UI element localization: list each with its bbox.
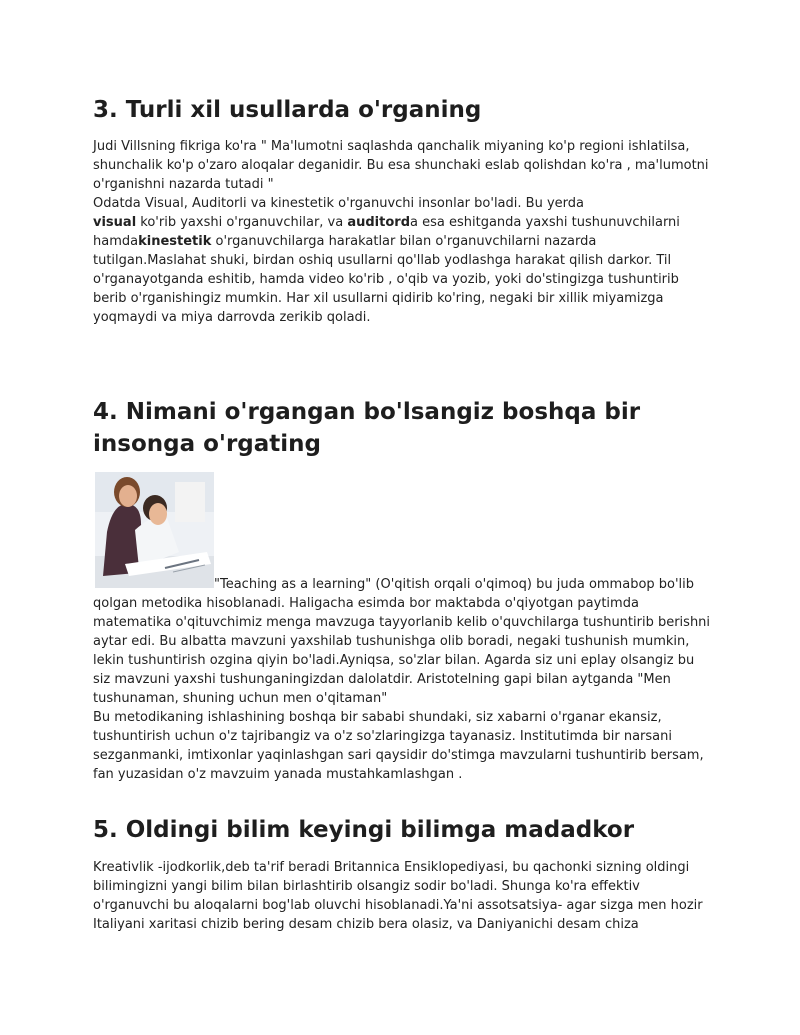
bold-visual: visual [93, 215, 137, 230]
section-4-para-2: Bu metodikaning ishlashining boshqa bir sababi shundaki, siz xabarni o'rganar ekansiz, tushuntirish uchun o'z tajribangiz va o'z so'zlaringizga tayanasiz. Institutimda bir narsani sezganmanki, imtixonlar yaqinlashgan sari qaysidir do'stimga mavzularni tushuntirib bersam, fan yuzasidan o'z mavzuim yanada mustahkamlashgan . [93, 710, 704, 782]
teaching-photo [95, 472, 214, 588]
bold-kinestetik: kinestetik [138, 234, 212, 249]
section-3-heading: 3. Turli xil usullarda o'rganing [93, 97, 482, 123]
section-3-quote: Judi Villsning fikriga ko'ra " Ma'lumotni saqlashda qanchalik miyaning ko'p regioni ishlatilsa, shunchalik ko'p o'zaro aloqalar deganidir. Bu esa shunchaki eslab qolishdan ko'ra , ma'lumotni o'rganishni nazarda tutadi " [93, 139, 709, 192]
section-3-text: Odatda Visual, Auditorli va kinestetik o'rganuvchi insonlar bo'ladi. Bu yerda visual ko'rib yaxshi o'rganuvchilar, va auditorda esa eshitganda yaxshi tushunuvchilarni hamdakinestetik o'rganuvchilarga harakatlar bilan o'rganuvchilarni nazarda tutilgan.Maslahat shuki, birdan oshiq usullarni qo'llab yodlashga harakat qilish darkor. Til o'rganayotganda eshitib, hamda video ko'rib , o'qib va yozib, yoki do'stingizga tushuntirib berib o'rganishingiz mumkin. Har xil usullarni qidirib ko'ring, negaki bir xillik miyamizga yoqmaydi va miya darrovda zerikib qoladi. [93, 196, 680, 325]
section-5-body [93, 858, 713, 934]
section-5-para: Kreativlik -ijodkorlik,deb ta'rif beradi Britannica Ensiklopediyasi, bu qachonki sizning oldingi bilimingizni yangi bilim bilan birlashtirib olsangiz sodir bo'ladi. Shunga ko'ra effektiv o'rganuvchi bu aloqalarni bog'lab oluvchi hisoblanadi.Ya'ni assotsatsiya- agar sizga men hozir Italiyani xaritasi chizib bering desam chizib bera olasiz, va Daniyanichi desam chiza [93, 860, 703, 932]
section-4-heading: 4. Nimani o'rgangan bo'lsangiz boshqa bir insonga o'rgating [93, 399, 641, 457]
section-3-body [93, 137, 713, 327]
section-4-para-1: "Teaching as a learning" (O'qitish orqali o'qimoq) bu juda ommabop bo'lib qolgan metodika hisoblanadi. Haligacha esimda bor maktabda o'qiyotgan paytimda matematika o'qituvchimiz menga mavzuga tayyorlanib kelib o'quvchilarga tushuntirib berishni aytar edi. Bu albatta mavzuni yaxshilab tushunishga olib boradi, negaki tushunish mumkin, lekin tushuntirish ozgina qiyin bo'ladi.Ayniqsa, so'zlar bilan. Agarda siz uni eplay olsangiz bu siz mavzuni yaxshi tushunganingizdan dalolatdir. Aristotelning gapi bilan aytganda "Men tushunaman, shuning uchun men o'qitaman" [93, 472, 713, 708]
section-5-heading: 5. Oldingi bilim keyingi bilimga madadkor [93, 817, 635, 843]
bold-auditord: auditord [347, 215, 410, 230]
section-4-body [93, 472, 713, 784]
